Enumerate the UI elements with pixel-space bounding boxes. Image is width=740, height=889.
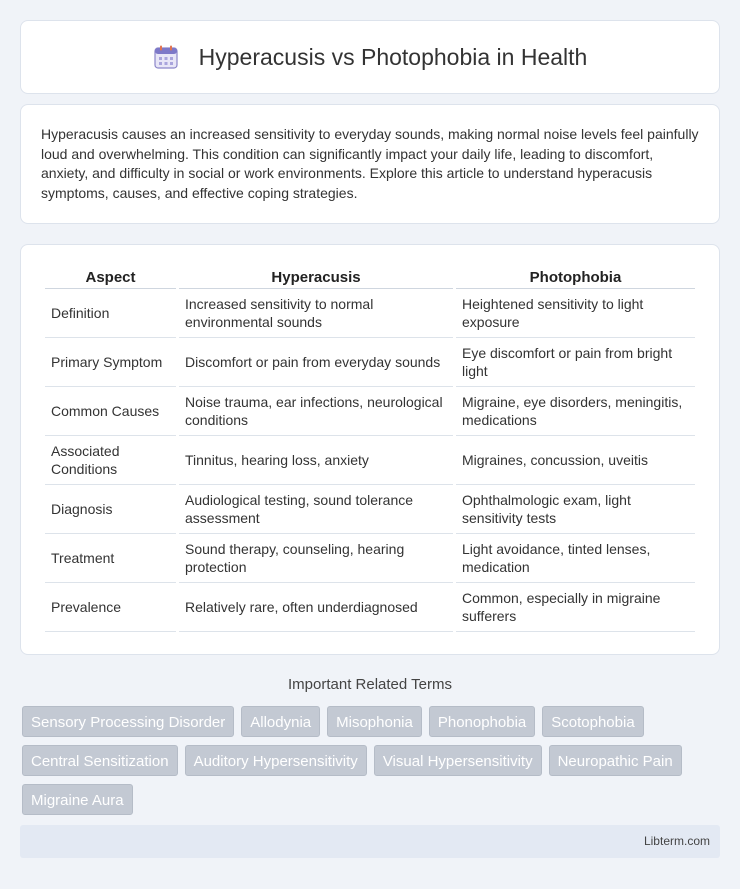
cell-aspect: Common Causes: [45, 387, 176, 436]
table-row: [45, 436, 695, 485]
cell-aspect: Prevalence: [45, 583, 176, 632]
cell-hyperacusis: Audiological testing, sound tolerance assessment: [179, 485, 453, 534]
related-term-tag[interactable]: Sensory Processing Disorder: [22, 706, 234, 737]
intro-card: [20, 104, 720, 224]
cell-photophobia: Light avoidance, tinted lenses, medication: [456, 534, 695, 583]
related-term-tag[interactable]: Auditory Hypersensitivity: [185, 745, 367, 776]
table-header-row: [45, 265, 695, 289]
related-term-tag[interactable]: Neuropathic Pain: [549, 745, 682, 776]
table-row: [45, 583, 695, 632]
related-term-tag[interactable]: Migraine Aura: [22, 784, 133, 815]
footer-site[interactable]: Libterm.com: [643, 834, 710, 848]
cell-photophobia: Heightened sensitivity to light exposure: [456, 289, 695, 338]
related-terms-title: Important Related Terms: [288, 676, 452, 693]
header-hyperacusis: Hyperacusis: [179, 265, 453, 289]
table-row: [45, 338, 695, 387]
intro-text: Hyperacusis causes an increased sensitivity to everyday sounds, making normal noise levels feel painfully loud and overwhelming. This condition can significantly impact your daily life, leading to discomfort, anxiety, and difficulty in social or work environments. Explore this article to understand hyperacusis symptoms, causes, and effective coping strategies.: [41, 126, 699, 201]
related-term-tag[interactable]: Allodynia: [241, 706, 320, 737]
table-row: [45, 289, 695, 338]
cell-hyperacusis: Noise trauma, ear infections, neurological conditions: [179, 387, 453, 436]
comparison-table-card: [20, 244, 720, 655]
cell-hyperacusis: Relatively rare, often underdiagnosed: [179, 583, 453, 632]
related-term-tag[interactable]: Misophonia: [327, 706, 422, 737]
cell-photophobia: Migraine, eye disorders, meningitis, medications: [456, 387, 695, 436]
cell-hyperacusis: Discomfort or pain from everyday sounds: [179, 338, 453, 387]
cell-photophobia: Ophthalmologic exam, light sensitivity tests: [456, 485, 695, 534]
cell-aspect: Diagnosis: [45, 485, 176, 534]
cell-photophobia: Eye discomfort or pain from bright light: [456, 338, 695, 387]
header-aspect: Aspect: [45, 265, 176, 289]
cell-aspect: Treatment: [45, 534, 176, 583]
related-term-tag[interactable]: Central Sensitization: [22, 745, 178, 776]
header-photophobia: Photophobia: [456, 265, 695, 289]
related-term-tag[interactable]: Scotophobia: [542, 706, 643, 737]
table-row: [45, 534, 695, 583]
footer: [20, 825, 720, 858]
page-title: Hyperacusis vs Photophobia in Health: [198, 43, 588, 70]
cell-aspect: Associated Conditions: [45, 436, 176, 485]
related-term-tag[interactable]: Phonophobia: [429, 706, 535, 737]
cell-aspect: Definition: [45, 289, 176, 338]
cell-hyperacusis: Sound therapy, counseling, hearing protection: [179, 534, 453, 583]
related-term-tag[interactable]: Visual Hypersensitivity: [374, 745, 542, 776]
calendar-icon: [153, 44, 179, 70]
related-terms-list: [22, 706, 722, 815]
cell-hyperacusis: Increased sensitivity to normal environmental sounds: [179, 289, 453, 338]
comparison-table: [42, 265, 698, 632]
cell-photophobia: Migraines, concussion, uveitis: [456, 436, 695, 485]
title-card: [20, 20, 720, 94]
cell-photophobia: Common, especially in migraine sufferers: [456, 583, 695, 632]
cell-aspect: Primary Symptom: [45, 338, 176, 387]
table-row: [45, 485, 695, 534]
cell-hyperacusis: Tinnitus, hearing loss, anxiety: [179, 436, 453, 485]
table-row: [45, 387, 695, 436]
